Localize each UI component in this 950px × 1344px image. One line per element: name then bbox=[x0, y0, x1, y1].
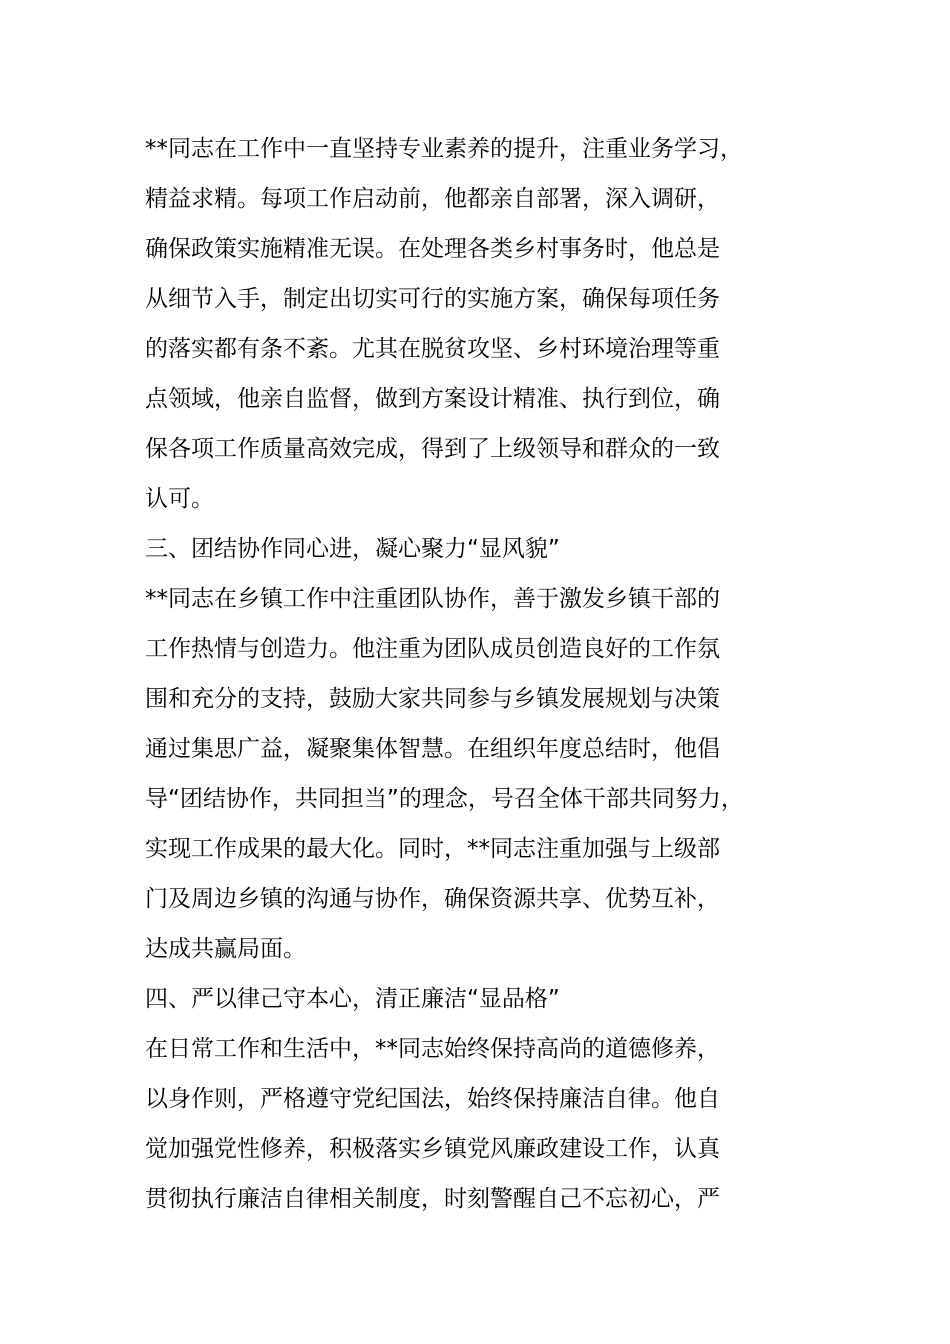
text-line: 达成共赢局面。 bbox=[145, 936, 306, 962]
document-body bbox=[145, 124, 845, 1224]
text-line: 工作热情与创造力。他注重为团队成员创造良好的工作氛 bbox=[145, 636, 720, 662]
text-line: 精益求精。每项工作启动前，他都亲自部署，深入调研， bbox=[145, 186, 720, 212]
text-line: 以身作则，严格遵守党纪国法，始终保持廉洁自律。他自 bbox=[145, 1086, 720, 1112]
text-line: 门及周边乡镇的沟通与协作，确保资源共享、优势互补， bbox=[145, 886, 720, 912]
text-line: 觉加强党性修养，积极落实乡镇党风廉政建设工作，认真 bbox=[145, 1136, 720, 1162]
text-line: 贯彻执行廉洁自律相关制度，时刻警醒自己不忘初心，严 bbox=[145, 1186, 720, 1212]
section-heading-3: 三、团结协作同心进，凝心聚力“显风貌” bbox=[145, 536, 560, 562]
text-line: 从细节入手，制定出切实可行的实施方案，确保每项任务 bbox=[145, 286, 720, 312]
text-line: 在日常工作和生活中，**同志始终保持高尚的道德修养， bbox=[145, 1036, 720, 1062]
text-line: 围和充分的支持，鼓励大家共同参与乡镇发展规划与决策 bbox=[145, 686, 720, 712]
text-line: **同志在工作中一直坚持专业素养的提升，注重业务学习， bbox=[145, 136, 743, 162]
text-line: 点领域，他亲自监督，做到方案设计精准、执行到位，确 bbox=[145, 386, 720, 412]
text-line: 确保政策实施精准无误。在处理各类乡村事务时，他总是 bbox=[145, 236, 720, 262]
text-line: 的落实都有条不紊。尤其在脱贫攻坚、乡村环境治理等重 bbox=[145, 336, 720, 362]
text-line: 导“团结协作，共同担当”的理念，号召全体干部共同努力， bbox=[145, 786, 744, 812]
text-line: 通过集思广益，凝聚集体智慧。在组织年度总结时，他倡 bbox=[145, 736, 720, 762]
text-line: **同志在乡镇工作中注重团队协作，善于激发乡镇干部的 bbox=[145, 586, 720, 612]
text-line: 实现工作成果的最大化。同时，**同志注重加强与上级部 bbox=[145, 836, 720, 862]
section-heading-4: 四、严以律己守本心，清正廉洁“显品格” bbox=[145, 986, 560, 1012]
text-line: 认可。 bbox=[145, 486, 214, 512]
text-line: 保各项工作质量高效完成，得到了上级领导和群众的一致 bbox=[145, 436, 720, 462]
